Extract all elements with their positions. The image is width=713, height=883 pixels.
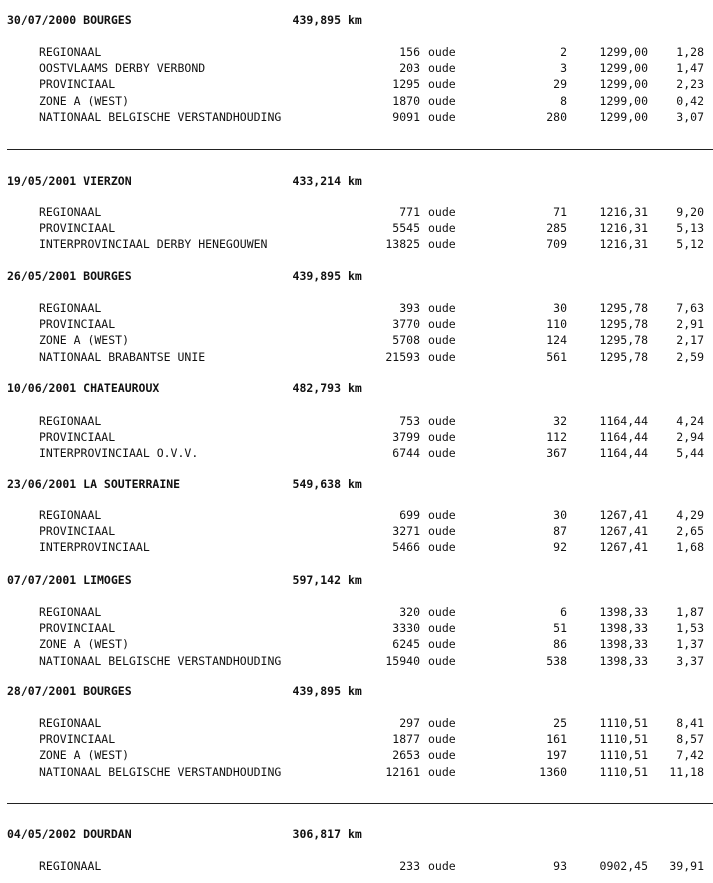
percentage-value: 2,91 xyxy=(676,317,704,332)
bird-category: oude xyxy=(428,508,456,522)
race-date-location: 04/05/2002 DOURDAN xyxy=(7,827,132,841)
speed-value: 1295,78 xyxy=(599,333,648,348)
race-distance-unit: km xyxy=(348,684,362,698)
level-name: INTERPROVINCIAAL O.V.V. xyxy=(39,446,199,461)
section-divider xyxy=(7,149,713,150)
prize-count: 112 xyxy=(546,430,567,445)
level-name: INTERPROVINCIAAL xyxy=(39,540,150,555)
prize-count: 30 xyxy=(553,508,567,522)
level-name: PROVINCIAAL xyxy=(39,732,116,747)
bird-count: 1870 xyxy=(392,93,420,108)
prize-count: 3 xyxy=(560,61,567,76)
bird-count: 1295 xyxy=(392,77,420,92)
bird-category: oude xyxy=(428,446,456,461)
bird-count: 9091 xyxy=(392,109,420,124)
bird-category: oude xyxy=(428,748,456,763)
race-distance: 482,793 xyxy=(292,381,341,395)
prize-count: 29 xyxy=(553,77,567,92)
bird-count: 771 xyxy=(399,205,420,219)
race-date-location: 28/07/2001 BOURGES xyxy=(7,684,132,698)
bird-count: 5466 xyxy=(392,540,420,555)
bird-category: oude xyxy=(428,221,456,236)
percentage-value: 2,94 xyxy=(676,430,704,445)
level-name: REGIONAAL xyxy=(39,45,102,59)
prize-count: 6 xyxy=(560,605,567,619)
percentage-value: 39,91 xyxy=(669,859,704,873)
prize-count: 92 xyxy=(553,540,567,555)
percentage-value: 4,24 xyxy=(676,414,704,428)
percentage-value: 2,17 xyxy=(676,333,704,348)
result-row xyxy=(0,93,713,109)
result-row xyxy=(0,523,713,539)
level-name: NATIONAAL BELGISCHE VERSTANDHOUDING xyxy=(39,764,282,779)
level-name: ZONE A (WEST) xyxy=(39,93,130,108)
result-row xyxy=(0,764,713,780)
level-name: INTERPROVINCIAAL DERBY HENEGOUWEN xyxy=(39,237,268,252)
result-row xyxy=(0,60,713,76)
speed-value: 1267,41 xyxy=(599,508,648,522)
bird-category: oude xyxy=(428,524,456,539)
bird-category: oude xyxy=(428,764,456,779)
result-row xyxy=(0,858,713,874)
bird-category: oude xyxy=(428,45,456,59)
race-distance: 439,895 xyxy=(292,13,341,27)
result-row xyxy=(0,349,713,365)
speed-value: 1110,51 xyxy=(599,748,648,763)
bird-count: 3799 xyxy=(392,430,420,445)
percentage-value: 2,23 xyxy=(676,77,704,92)
bird-category: oude xyxy=(428,859,456,873)
percentage-value: 7,42 xyxy=(676,748,704,763)
bird-category: oude xyxy=(428,653,456,668)
level-name: PROVINCIAAL xyxy=(39,430,116,445)
prize-count: 110 xyxy=(546,317,567,332)
prize-count: 86 xyxy=(553,637,567,652)
bird-category: oude xyxy=(428,349,456,364)
level-name: NATIONAAL BELGISCHE VERSTANDHOUDING xyxy=(39,109,282,124)
result-row xyxy=(0,747,713,763)
race-distance-unit: km xyxy=(348,269,362,283)
speed-value: 1267,41 xyxy=(599,540,648,555)
level-name: REGIONAAL xyxy=(39,301,102,315)
race-distance: 439,895 xyxy=(292,684,341,698)
percentage-value: 3,37 xyxy=(676,653,704,668)
level-name: ZONE A (WEST) xyxy=(39,637,130,652)
result-row xyxy=(0,636,713,652)
percentage-value: 2,59 xyxy=(676,349,704,364)
speed-value: 0902,45 xyxy=(599,859,648,873)
prize-count: 538 xyxy=(546,653,567,668)
bird-category: oude xyxy=(428,77,456,92)
percentage-value: 3,07 xyxy=(676,109,704,124)
bird-category: oude xyxy=(428,621,456,636)
race-distance-unit: km xyxy=(348,573,362,587)
bird-count: 6744 xyxy=(392,446,420,461)
prize-count: 709 xyxy=(546,237,567,252)
result-row xyxy=(0,539,713,555)
percentage-value: 4,29 xyxy=(676,508,704,522)
speed-value: 1164,44 xyxy=(599,446,648,461)
level-name: ZONE A (WEST) xyxy=(39,333,130,348)
bird-count: 233 xyxy=(399,859,420,873)
prize-count: 2 xyxy=(560,45,567,59)
speed-value: 1299,00 xyxy=(599,93,648,108)
bird-count: 13825 xyxy=(385,237,420,252)
result-row xyxy=(0,332,713,348)
race-distance-unit: km xyxy=(348,174,362,188)
speed-value: 1299,00 xyxy=(599,109,648,124)
level-name: PROVINCIAAL xyxy=(39,221,116,236)
bird-count: 203 xyxy=(399,61,420,76)
prize-count: 561 xyxy=(546,349,567,364)
level-name: REGIONAAL xyxy=(39,508,102,522)
level-name: NATIONAAL BELGISCHE VERSTANDHOUDING xyxy=(39,653,282,668)
result-row xyxy=(0,220,713,236)
bird-category: oude xyxy=(428,605,456,619)
level-name: OOSTVLAAMS DERBY VERBOND xyxy=(39,61,206,76)
result-row xyxy=(0,316,713,332)
bird-count: 15940 xyxy=(385,653,420,668)
bird-category: oude xyxy=(428,93,456,108)
bird-count: 5545 xyxy=(392,221,420,236)
prize-count: 197 xyxy=(546,748,567,763)
race-date-location: 30/07/2000 BOURGES xyxy=(7,13,132,27)
race-date-location: 23/06/2001 LA SOUTERRAINE xyxy=(7,477,181,491)
bird-count: 2653 xyxy=(392,748,420,763)
result-row xyxy=(0,300,713,316)
bird-category: oude xyxy=(428,301,456,315)
level-name: REGIONAAL xyxy=(39,414,102,428)
bird-count: 21593 xyxy=(385,349,420,364)
race-distance: 597,142 xyxy=(292,573,341,587)
result-row xyxy=(0,604,713,620)
percentage-value: 7,63 xyxy=(676,301,704,315)
level-name: ZONE A (WEST) xyxy=(39,748,130,763)
prize-count: 25 xyxy=(553,716,567,730)
bird-category: oude xyxy=(428,109,456,124)
prize-count: 285 xyxy=(546,221,567,236)
prize-count: 124 xyxy=(546,333,567,348)
bird-category: oude xyxy=(428,414,456,428)
bird-count: 320 xyxy=(399,605,420,619)
race-distance-unit: km xyxy=(348,827,362,841)
result-row xyxy=(0,445,713,461)
speed-value: 1164,44 xyxy=(599,430,648,445)
race-date-location: 07/07/2001 LIMOGES xyxy=(7,573,132,587)
bird-category: oude xyxy=(428,637,456,652)
speed-value: 1216,31 xyxy=(599,205,648,219)
section-divider xyxy=(7,803,713,804)
percentage-value: 1,28 xyxy=(676,45,704,59)
percentage-value: 11,18 xyxy=(669,764,704,779)
prize-count: 51 xyxy=(553,621,567,636)
speed-value: 1164,44 xyxy=(599,414,648,428)
speed-value: 1295,78 xyxy=(599,349,648,364)
result-row xyxy=(0,620,713,636)
race-distance-unit: km xyxy=(348,381,362,395)
speed-value: 1295,78 xyxy=(599,317,648,332)
race-distance-unit: km xyxy=(348,477,362,491)
bird-category: oude xyxy=(428,237,456,252)
bird-category: oude xyxy=(428,732,456,747)
speed-value: 1398,33 xyxy=(599,605,648,619)
bird-count: 297 xyxy=(399,716,420,730)
percentage-value: 9,20 xyxy=(676,205,704,219)
level-name: REGIONAAL xyxy=(39,716,102,730)
race-distance: 306,817 xyxy=(292,827,341,841)
level-name: PROVINCIAAL xyxy=(39,317,116,332)
result-row xyxy=(0,429,713,445)
bird-count: 5708 xyxy=(392,333,420,348)
bird-category: oude xyxy=(428,430,456,445)
result-row xyxy=(0,413,713,429)
result-row xyxy=(0,715,713,731)
level-name: PROVINCIAAL xyxy=(39,77,116,92)
speed-value: 1295,78 xyxy=(599,301,648,315)
percentage-value: 1,37 xyxy=(676,637,704,652)
bird-category: oude xyxy=(428,333,456,348)
bird-count: 699 xyxy=(399,508,420,522)
level-name: REGIONAAL xyxy=(39,205,102,219)
result-row xyxy=(0,507,713,523)
bird-category: oude xyxy=(428,317,456,332)
percentage-value: 1,47 xyxy=(676,61,704,76)
speed-value: 1398,33 xyxy=(599,653,648,668)
prize-count: 93 xyxy=(553,859,567,873)
speed-value: 1110,51 xyxy=(599,732,648,747)
prize-count: 1360 xyxy=(539,764,567,779)
percentage-value: 5,13 xyxy=(676,221,704,236)
bird-count: 1877 xyxy=(392,732,420,747)
speed-value: 1398,33 xyxy=(599,637,648,652)
speed-value: 1110,51 xyxy=(599,764,648,779)
bird-count: 3770 xyxy=(392,317,420,332)
bird-category: oude xyxy=(428,716,456,730)
percentage-value: 8,57 xyxy=(676,732,704,747)
speed-value: 1299,00 xyxy=(599,45,648,59)
speed-value: 1398,33 xyxy=(599,621,648,636)
race-date-location: 26/05/2001 BOURGES xyxy=(7,269,132,283)
prize-count: 8 xyxy=(560,93,567,108)
prize-count: 280 xyxy=(546,109,567,124)
bird-count: 3330 xyxy=(392,621,420,636)
bird-count: 12161 xyxy=(385,764,420,779)
result-row xyxy=(0,76,713,92)
level-name: PROVINCIAAL xyxy=(39,621,116,636)
speed-value: 1110,51 xyxy=(599,716,648,730)
prize-count: 161 xyxy=(546,732,567,747)
percentage-value: 1,53 xyxy=(676,621,704,636)
race-distance-unit: km xyxy=(348,13,362,27)
percentage-value: 0,42 xyxy=(676,93,704,108)
percentage-value: 1,87 xyxy=(676,605,704,619)
prize-count: 87 xyxy=(553,524,567,539)
result-row xyxy=(0,44,713,60)
bird-count: 6245 xyxy=(392,637,420,652)
speed-value: 1216,31 xyxy=(599,237,648,252)
bird-count: 156 xyxy=(399,45,420,59)
level-name: REGIONAAL xyxy=(39,859,102,873)
prize-count: 30 xyxy=(553,301,567,315)
speed-value: 1299,00 xyxy=(599,77,648,92)
level-name: PROVINCIAAL xyxy=(39,524,116,539)
result-row xyxy=(0,204,713,220)
result-row xyxy=(0,731,713,747)
race-date-location: 10/06/2001 CHATEAUROUX xyxy=(7,381,160,395)
bird-category: oude xyxy=(428,540,456,555)
race-distance: 439,895 xyxy=(292,269,341,283)
percentage-value: 5,44 xyxy=(676,446,704,461)
race-distance: 549,638 xyxy=(292,477,341,491)
bird-count: 753 xyxy=(399,414,420,428)
result-row xyxy=(0,109,713,125)
prize-count: 32 xyxy=(553,414,567,428)
race-date-location: 19/05/2001 VIERZON xyxy=(7,174,132,188)
race-distance: 433,214 xyxy=(292,174,341,188)
percentage-value: 5,12 xyxy=(676,237,704,252)
bird-count: 393 xyxy=(399,301,420,315)
speed-value: 1299,00 xyxy=(599,61,648,76)
level-name: NATIONAAL BRABANTSE UNIE xyxy=(39,349,206,364)
bird-category: oude xyxy=(428,205,456,219)
level-name: REGIONAAL xyxy=(39,605,102,619)
result-row xyxy=(0,653,713,669)
result-row xyxy=(0,236,713,252)
prize-count: 367 xyxy=(546,446,567,461)
speed-value: 1267,41 xyxy=(599,524,648,539)
bird-category: oude xyxy=(428,61,456,76)
prize-count: 71 xyxy=(553,205,567,219)
bird-count: 3271 xyxy=(392,524,420,539)
percentage-value: 8,41 xyxy=(676,716,704,730)
speed-value: 1216,31 xyxy=(599,221,648,236)
percentage-value: 2,65 xyxy=(676,524,704,539)
percentage-value: 1,68 xyxy=(676,540,704,555)
